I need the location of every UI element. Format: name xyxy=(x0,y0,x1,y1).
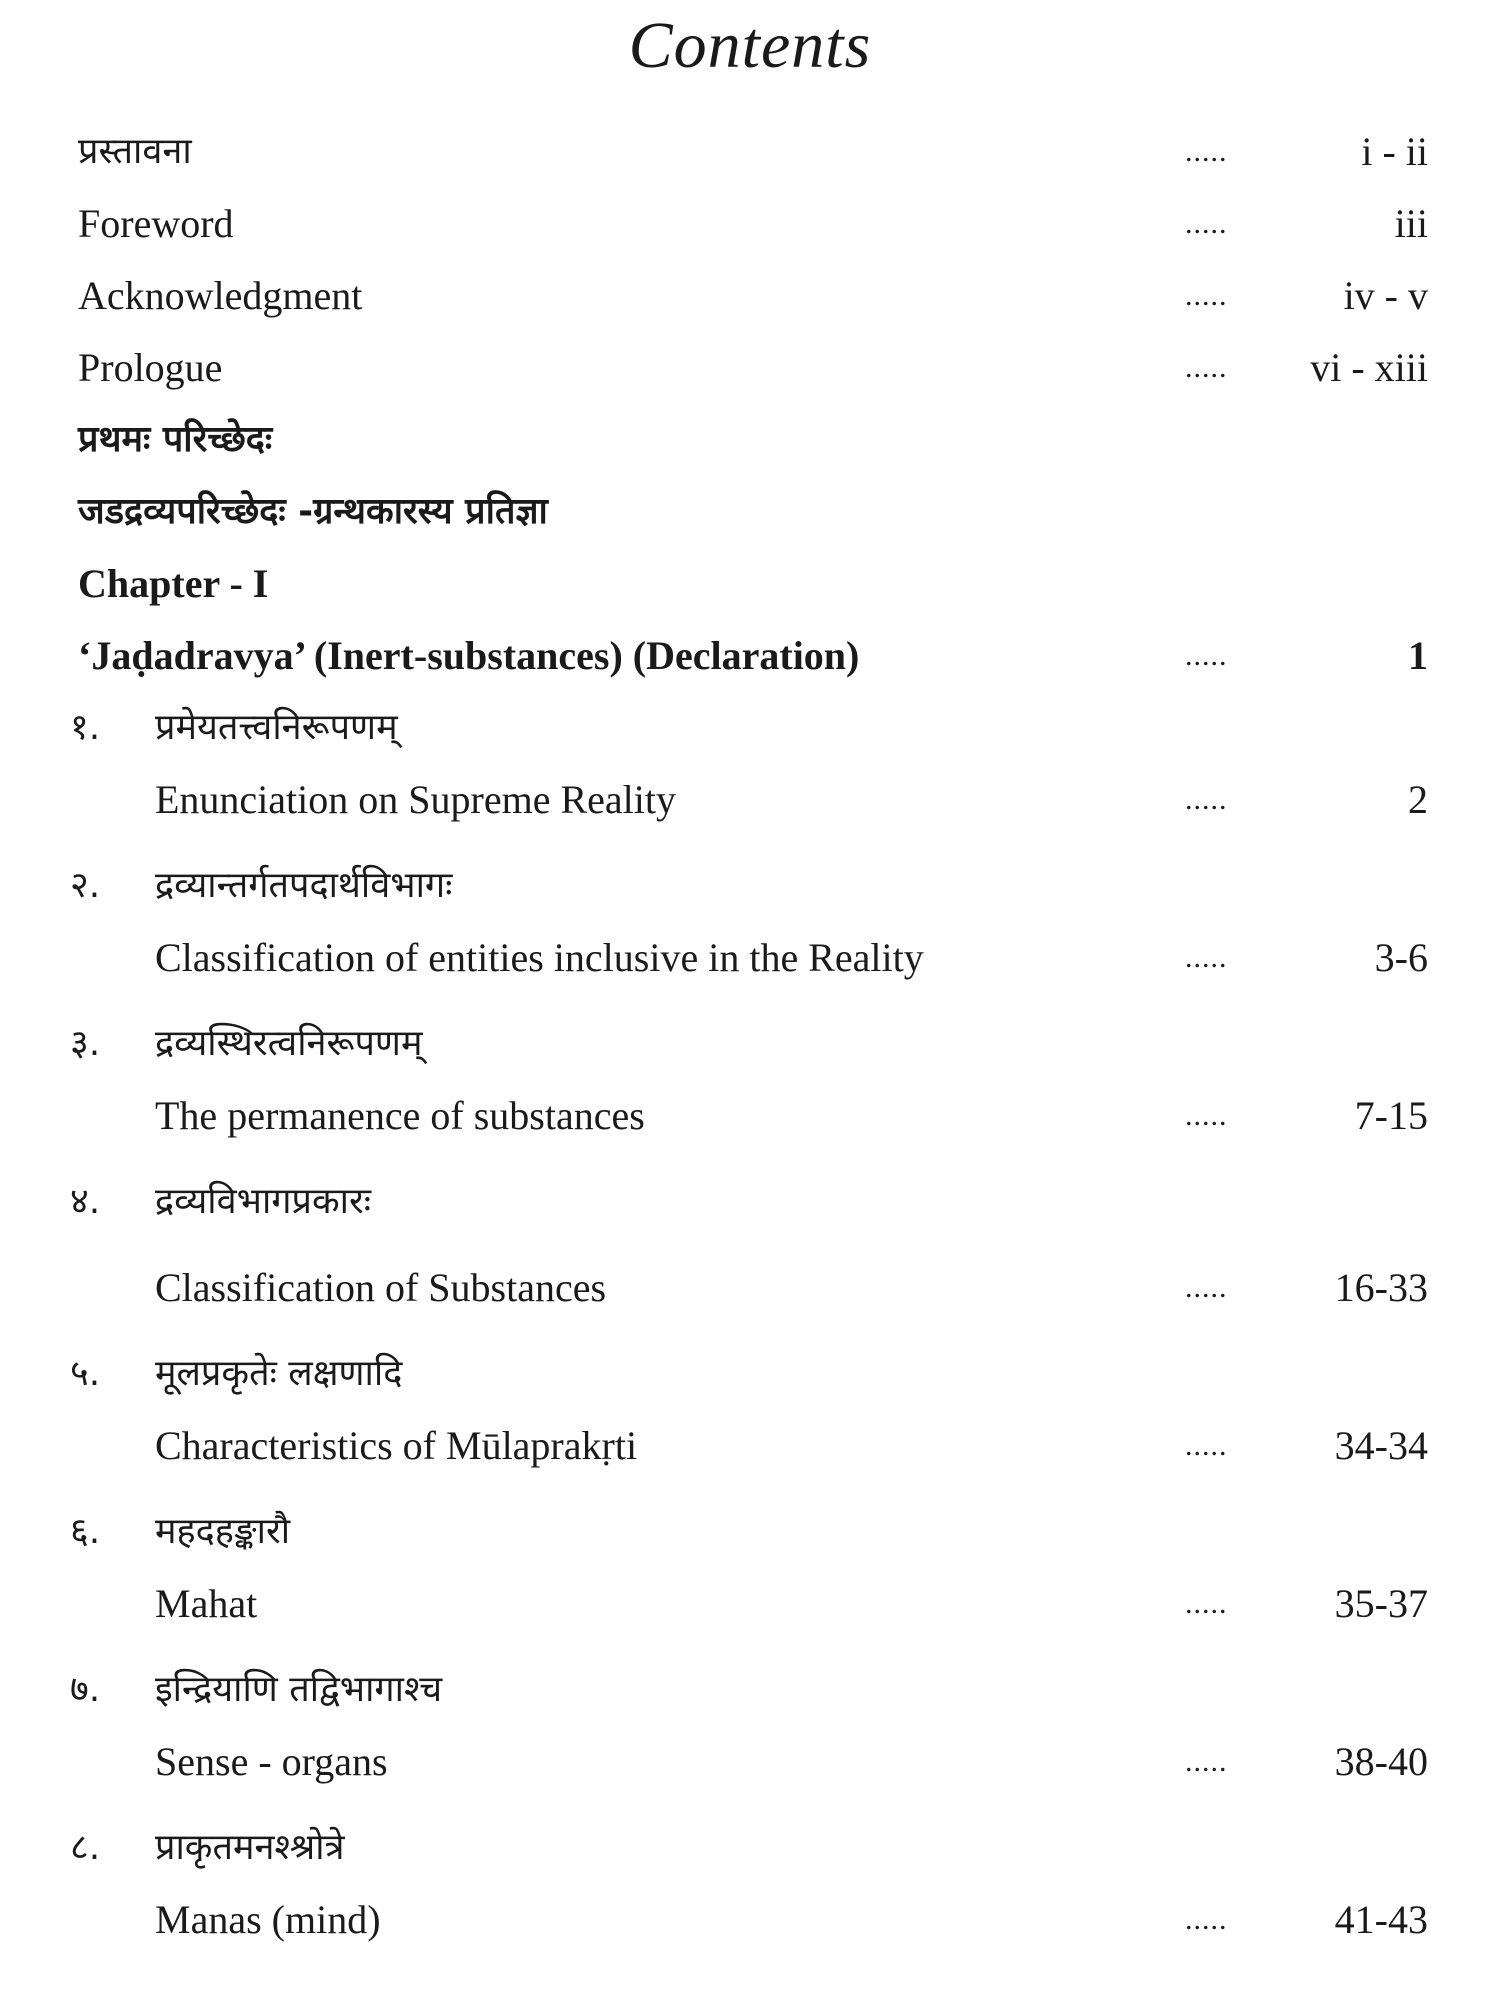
toc-entry xyxy=(0,1732,1500,1792)
toc-entry xyxy=(0,928,1500,988)
section-title-sanskrit: इन्द्रियाणि तद्विभागाश्च xyxy=(155,1669,443,1710)
section-number: २. xyxy=(70,865,101,906)
page-number: vi - xiii xyxy=(1310,345,1428,390)
entry-label: प्रस्तावना xyxy=(78,131,192,172)
leader-dots: ..... xyxy=(1185,135,1228,168)
page-number: iii xyxy=(1394,201,1428,246)
section-heading xyxy=(0,1818,1500,1878)
section-number: ६. xyxy=(70,1511,101,1552)
entry-label: Acknowledgment xyxy=(78,273,363,318)
page-number: 16-33 xyxy=(1334,1265,1428,1310)
chapter-heading-sanskrit xyxy=(0,410,1500,470)
leader-dots: ..... xyxy=(1185,941,1228,974)
section-heading xyxy=(0,1344,1500,1404)
section-heading xyxy=(0,1502,1500,1562)
section-title-sanskrit: मूलप्रकृतेः लक्षणादि xyxy=(155,1353,403,1394)
section-title-english: Manas (mind) xyxy=(155,1897,381,1942)
section-title-sanskrit: प्रमेयतत्त्वनिरूपणम् xyxy=(155,707,398,748)
page-title: Contents xyxy=(628,9,872,82)
leader-dots: ..... xyxy=(1185,783,1228,816)
page-number: 2 xyxy=(1408,777,1428,822)
toc-entry xyxy=(0,1086,1500,1146)
leader-dots: ..... xyxy=(1185,1429,1228,1462)
section-title-english: Sense - organs xyxy=(155,1739,388,1784)
toc-entry xyxy=(0,266,1500,326)
toc-entry xyxy=(0,1574,1500,1634)
section-heading xyxy=(0,1660,1500,1720)
entry-label: ‘Jaḍadravya’ (Inert-substances) (Declaration) xyxy=(78,633,860,678)
toc-entry xyxy=(0,338,1500,398)
leader-dots: ..... xyxy=(1185,1903,1228,1936)
leader-dots: ..... xyxy=(1185,1745,1228,1778)
page-number: 1 xyxy=(1408,633,1428,678)
page-number: 38-40 xyxy=(1334,1739,1428,1784)
leader-dots: ..... xyxy=(1185,639,1228,672)
section-number: १. xyxy=(70,707,101,748)
page-number: 35-37 xyxy=(1334,1581,1428,1626)
heading-text: जडद्रव्यपरिच्छेदः -ग्रन्थकारस्य प्रतिज्ञा xyxy=(78,491,548,532)
page-number: 41-43 xyxy=(1334,1897,1428,1942)
entry-label: Prologue xyxy=(78,345,223,390)
section-title-english: Mahat xyxy=(155,1581,258,1626)
page-number: iv - v xyxy=(1343,273,1428,318)
section-title-english: Classification of Substances xyxy=(155,1265,607,1310)
section-heading xyxy=(0,698,1500,758)
section-title-sanskrit: द्रव्यस्थिरत्वनिरूपणम् xyxy=(155,1023,423,1064)
heading-text: प्रथमः परिच्छेदः xyxy=(78,419,273,460)
page-number: 34-34 xyxy=(1334,1423,1428,1468)
toc-entry xyxy=(0,1258,1500,1318)
chapter-heading xyxy=(0,554,1500,614)
toc-entry xyxy=(0,194,1500,254)
toc-entry xyxy=(0,1416,1500,1476)
section-number: ५. xyxy=(70,1353,101,1394)
leader-dots: ..... xyxy=(1185,1587,1228,1620)
section-number: ४. xyxy=(70,1181,101,1222)
leader-dots: ..... xyxy=(1185,351,1228,384)
page-number: i - ii xyxy=(1361,129,1428,174)
leader-dots: ..... xyxy=(1185,279,1228,312)
section-title-sanskrit: प्राकृतमनश्श्रोत्रे xyxy=(155,1827,345,1868)
section-title-sanskrit: महदहङ्कारौ xyxy=(155,1511,291,1552)
section-number: ८. xyxy=(70,1827,101,1868)
heading-text: Chapter - I xyxy=(78,561,269,606)
chapter-subheading-sanskrit xyxy=(0,482,1500,542)
section-title-sanskrit: द्रव्यान्तर्गतपदार्थविभागः xyxy=(155,865,453,906)
section-heading xyxy=(0,856,1500,916)
leader-dots: ..... xyxy=(1185,207,1228,240)
section-heading xyxy=(0,1172,1500,1232)
section-number: ७. xyxy=(70,1669,101,1710)
toc-entry xyxy=(0,626,1500,686)
leader-dots: ..... xyxy=(1185,1271,1228,1304)
section-title-english: Classification of entities inclusive in the Reality xyxy=(155,935,924,980)
section-title-english: Enunciation on Supreme Reality xyxy=(155,777,676,822)
toc-entry xyxy=(0,770,1500,830)
section-title-english: The permanence of substances xyxy=(155,1093,645,1138)
page-number: 7-15 xyxy=(1354,1093,1428,1138)
section-heading xyxy=(0,1014,1500,1074)
section-title-english: Characteristics of Mūlaprakṛti xyxy=(155,1423,638,1468)
section-title-sanskrit: द्रव्यविभागप्रकारः xyxy=(155,1181,372,1222)
toc-entry xyxy=(0,1890,1500,1950)
leader-dots: ..... xyxy=(1185,1099,1228,1132)
entry-label: Foreword xyxy=(78,201,234,246)
section-number: ३. xyxy=(70,1023,101,1064)
toc-entry xyxy=(0,122,1500,182)
page-number: 3-6 xyxy=(1374,935,1428,980)
